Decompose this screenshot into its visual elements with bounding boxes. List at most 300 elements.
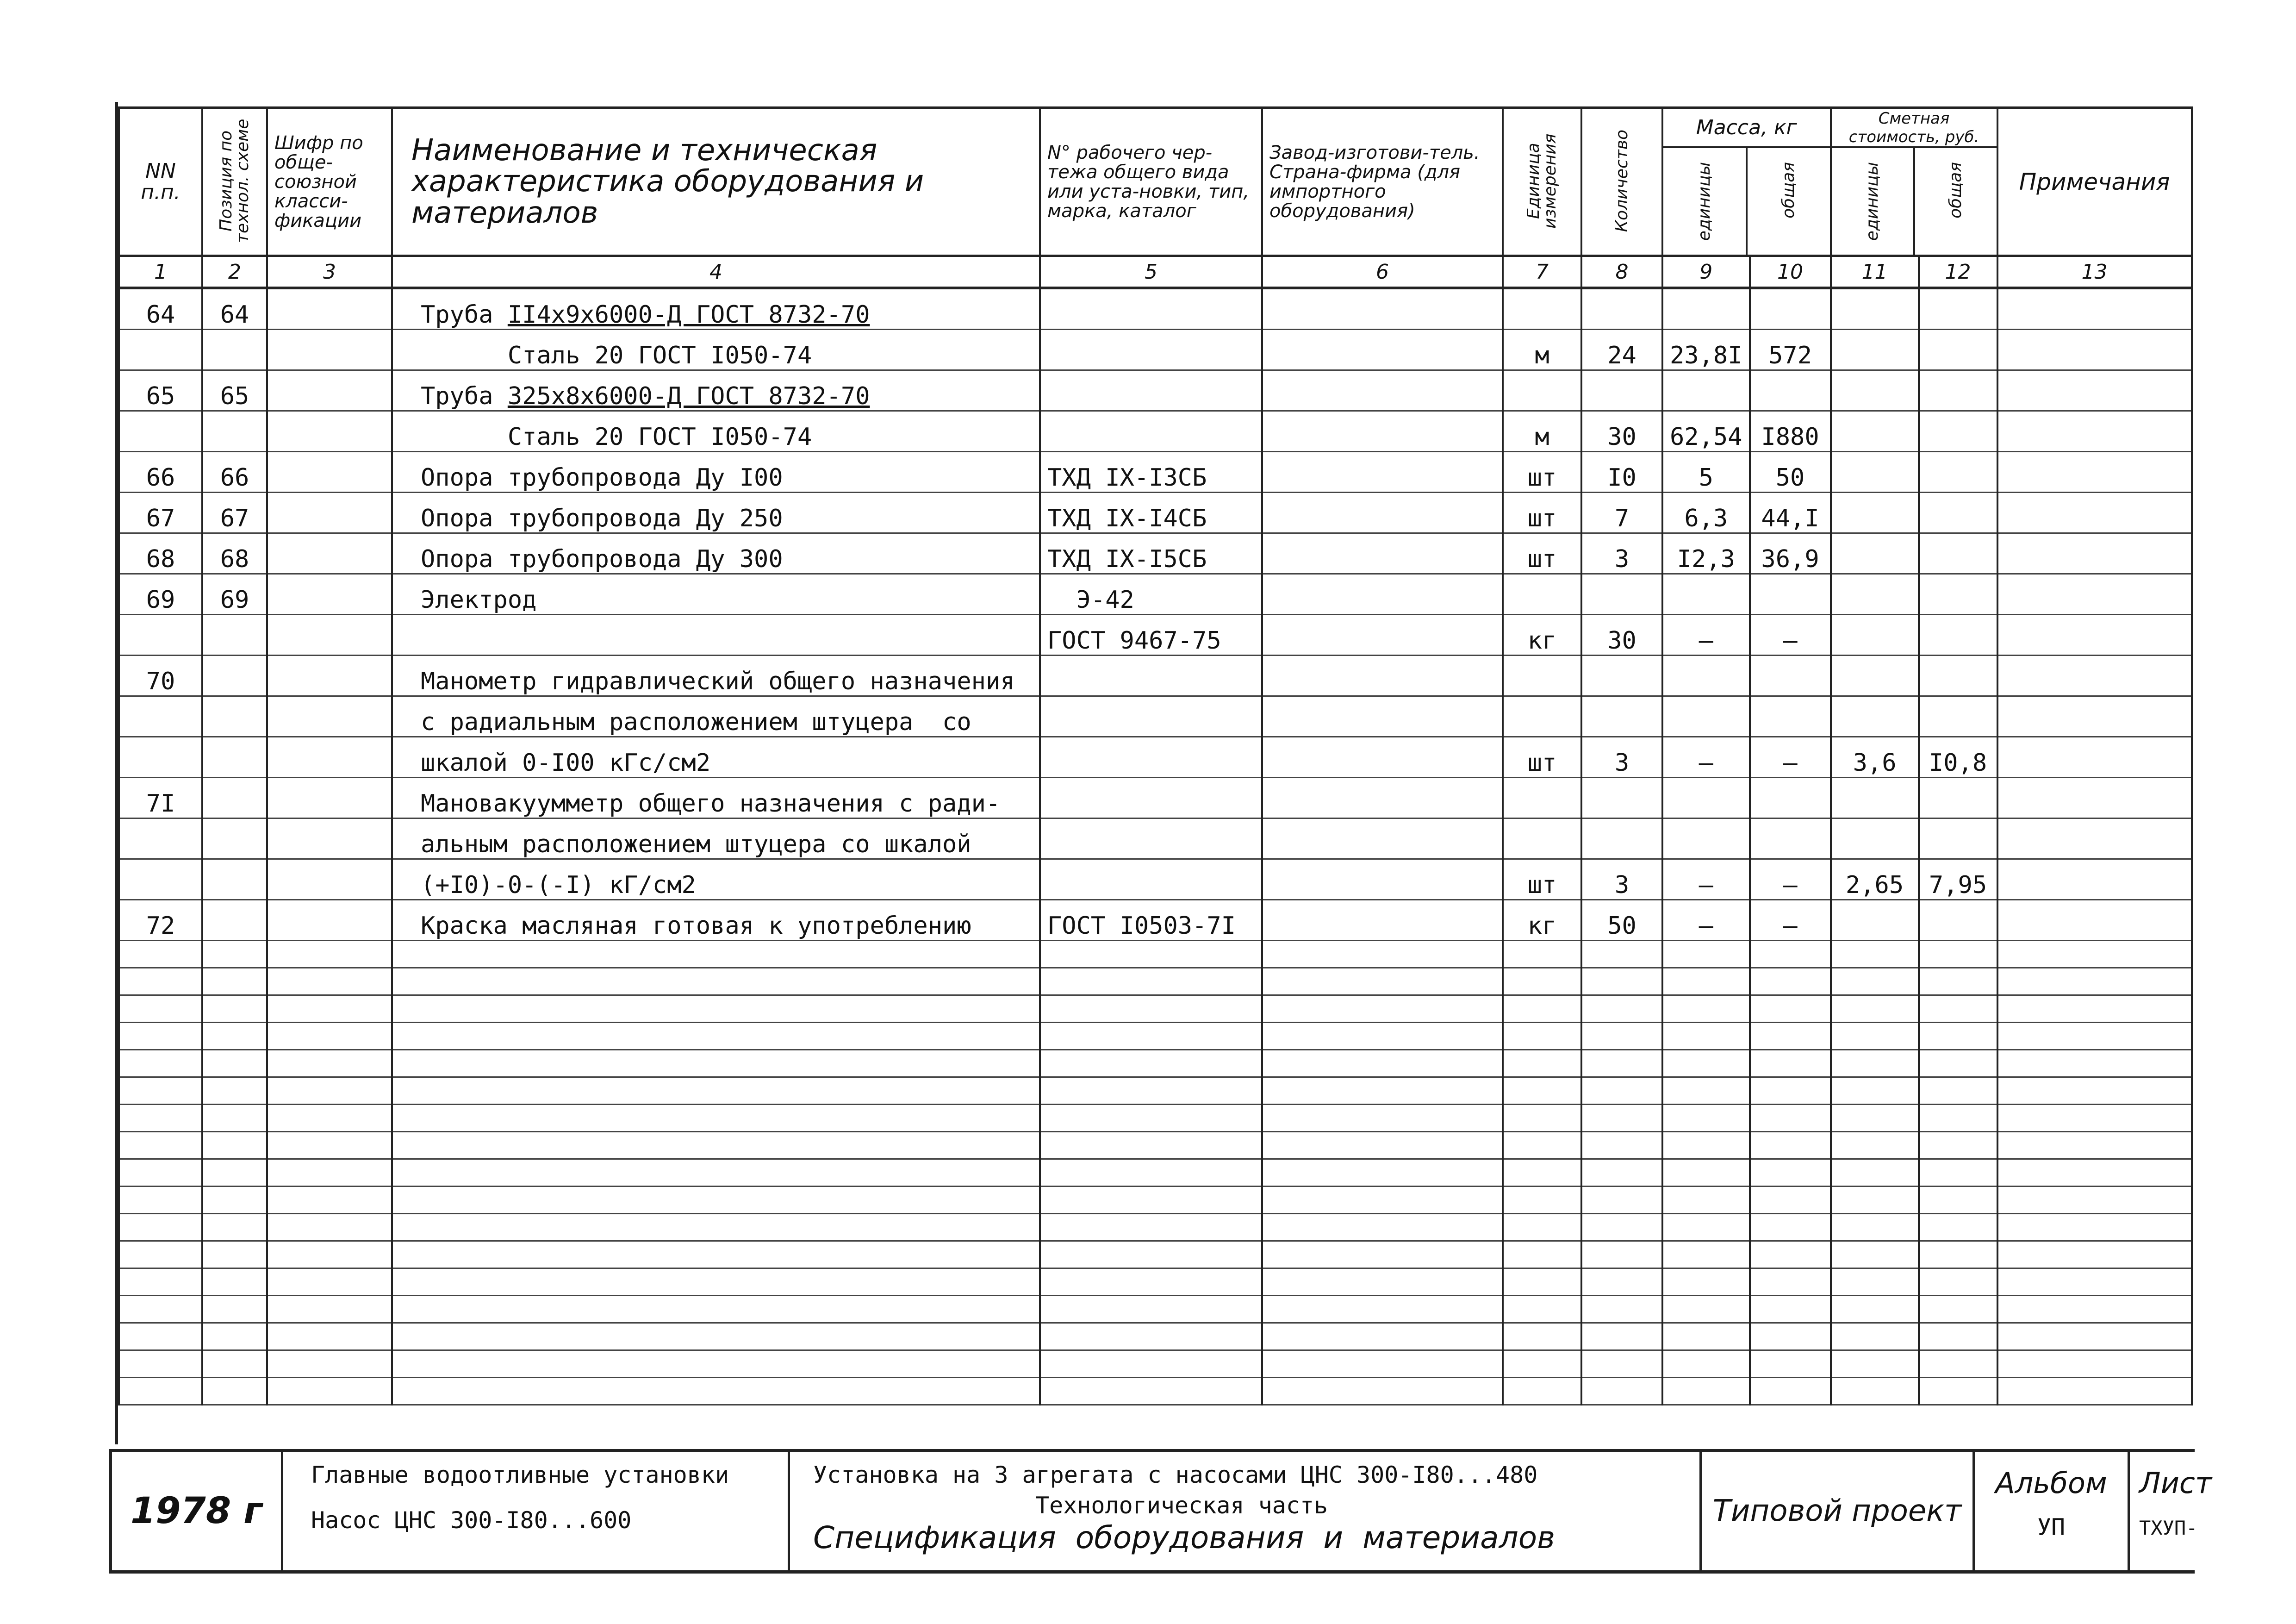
empty-cell	[119, 968, 202, 995]
empty-cell	[119, 1241, 202, 1268]
empty-row	[119, 995, 2192, 1023]
row-name: Опора трубопровода Ду I00	[392, 452, 1040, 493]
row-name: Манометр гидравлический общего назначения	[392, 656, 1040, 696]
table-row	[119, 656, 2192, 696]
row-code	[267, 615, 392, 656]
row-cost-total	[1919, 818, 1997, 859]
empty-cell	[1997, 1323, 2192, 1350]
row-doc	[1040, 411, 1262, 452]
header-col8: Количество	[1612, 130, 1631, 232]
header-mass-group: Масса, кг единицы общая	[1662, 108, 1831, 256]
row-position	[202, 900, 267, 941]
row-doc	[1040, 370, 1262, 411]
empty-cell	[1750, 1241, 1831, 1268]
empty-cell	[1997, 1077, 2192, 1105]
empty-cell	[1997, 1350, 2192, 1378]
empty-cell	[202, 1323, 267, 1350]
row-cost-unit	[1831, 370, 1919, 411]
empty-cell	[1581, 1187, 1662, 1214]
empty-cell	[1662, 1187, 1750, 1214]
empty-cell	[1997, 995, 2192, 1023]
row-unit	[1503, 818, 1581, 859]
empty-cell	[1662, 1105, 1750, 1132]
empty-cell	[1040, 995, 1262, 1023]
row-unit: кг	[1503, 615, 1581, 656]
empty-cell	[1831, 1132, 1919, 1159]
row-cost-total	[1919, 574, 1997, 615]
row-note	[1997, 533, 2192, 574]
empty-cell	[1831, 1187, 1919, 1214]
row-qty	[1581, 574, 1662, 615]
row-maker	[1262, 452, 1503, 493]
empty-cell	[1919, 1323, 1997, 1350]
header-col13: Примечания	[1997, 108, 2192, 256]
empty-cell	[1262, 1077, 1503, 1105]
row-cost-unit	[1831, 818, 1919, 859]
empty-cell	[267, 941, 392, 968]
row-cost-unit	[1831, 574, 1919, 615]
empty-cell	[1831, 968, 1919, 995]
empty-cell	[119, 941, 202, 968]
row-cost-unit	[1831, 288, 1919, 330]
empty-cell	[1997, 1268, 2192, 1296]
empty-cell	[1750, 1132, 1831, 1159]
empty-cell	[1503, 1023, 1581, 1050]
row-name: Электрод	[392, 574, 1040, 615]
row-mass-unit: I2,3	[1662, 533, 1750, 574]
stamp-album-label: Альбом	[1995, 1466, 2107, 1500]
row-name	[392, 615, 1040, 656]
row-position: 69	[202, 574, 267, 615]
row-qty	[1581, 288, 1662, 330]
row-note	[1997, 818, 2192, 859]
empty-cell	[1503, 1105, 1581, 1132]
empty-cell	[392, 1077, 1040, 1105]
header-cost-group: Сметная стоимость, руб. единицы общая	[1831, 108, 1997, 256]
empty-cell	[119, 1105, 202, 1132]
row-mass-unit	[1662, 574, 1750, 615]
specification-body	[119, 288, 2192, 1405]
empty-cell	[202, 1378, 267, 1405]
stamp-mid-line3: Спецификация оборудования и материалов	[813, 1520, 1556, 1555]
empty-cell	[1581, 1241, 1662, 1268]
row-cost-total	[1919, 900, 1997, 941]
empty-row	[119, 941, 2192, 968]
row-note	[1997, 574, 2192, 615]
empty-cell	[1997, 968, 2192, 995]
empty-cell	[392, 1159, 1040, 1187]
header-col9: единицы	[1694, 162, 1714, 241]
header-row	[119, 108, 2192, 256]
row-doc	[1040, 859, 1262, 900]
row-code	[267, 778, 392, 818]
empty-cell	[1750, 941, 1831, 968]
empty-cell	[1750, 1023, 1831, 1050]
row-code	[267, 900, 392, 941]
table-row	[119, 900, 2192, 941]
row-cost-total	[1919, 696, 1997, 737]
empty-cell	[119, 1268, 202, 1296]
row-qty: 30	[1581, 411, 1662, 452]
empty-row	[119, 1323, 2192, 1350]
row-note	[1997, 370, 2192, 411]
empty-cell	[1919, 1378, 1997, 1405]
title-block	[109, 1449, 2212, 1574]
empty-cell	[1997, 941, 2192, 968]
header-col4: Наименование и техническая характеристика оборудования и материалов	[392, 108, 1040, 256]
empty-cell	[1581, 1050, 1662, 1077]
row-code	[267, 533, 392, 574]
empty-cell	[1503, 1350, 1581, 1378]
table-row	[119, 818, 2192, 859]
row-mass-total	[1750, 288, 1831, 330]
empty-cell	[1581, 1132, 1662, 1159]
empty-cell	[1750, 1214, 1831, 1241]
empty-cell	[1503, 1296, 1581, 1323]
row-cost-unit	[1831, 656, 1919, 696]
row-note	[1997, 615, 2192, 656]
empty-cell	[1919, 941, 1997, 968]
row-cost-total: 7,95	[1919, 859, 1997, 900]
row-note	[1997, 288, 2192, 330]
stamp-middle	[790, 1452, 1702, 1570]
empty-cell	[1750, 1378, 1831, 1405]
row-unit	[1503, 656, 1581, 696]
header-col3: Шифр по обще-союзной класси-фикации	[267, 108, 392, 256]
row-mass-unit: 5	[1662, 452, 1750, 493]
row-doc: ТХД IX-I3СБ	[1040, 452, 1262, 493]
row-maker	[1262, 574, 1503, 615]
row-qty: I0	[1581, 452, 1662, 493]
table-row	[119, 696, 2192, 737]
row-mass-unit: 62,54	[1662, 411, 1750, 452]
row-mass-unit: 23,8I	[1662, 330, 1750, 370]
empty-cell	[202, 1268, 267, 1296]
empty-cell	[1581, 1023, 1662, 1050]
empty-cell	[1919, 1241, 1997, 1268]
empty-cell	[1040, 1296, 1262, 1323]
row-cost-total: I0,8	[1919, 737, 1997, 778]
empty-cell	[1581, 1105, 1662, 1132]
empty-cell	[1503, 1214, 1581, 1241]
stamp-sheet	[2130, 1452, 2212, 1570]
empty-cell	[202, 968, 267, 995]
empty-cell	[1503, 1378, 1581, 1405]
empty-cell	[1503, 1268, 1581, 1296]
empty-cell	[202, 1132, 267, 1159]
stamp-sheet-label: Лист	[2139, 1466, 2212, 1500]
empty-cell	[202, 1350, 267, 1378]
table-row	[119, 533, 2192, 574]
header-col12: общая	[1946, 162, 1965, 219]
empty-cell	[1750, 1296, 1831, 1323]
row-cost-total	[1919, 330, 1997, 370]
empty-cell	[1919, 968, 1997, 995]
empty-cell	[1831, 1077, 1919, 1105]
row-code	[267, 411, 392, 452]
empty-cell	[267, 1159, 392, 1187]
empty-cell	[1040, 1241, 1262, 1268]
empty-cell	[1040, 941, 1262, 968]
empty-cell	[1503, 1241, 1581, 1268]
empty-cell	[1503, 1050, 1581, 1077]
row-mass-total: 50	[1750, 452, 1831, 493]
row-number: 68	[119, 533, 202, 574]
row-mass-unit	[1662, 288, 1750, 330]
empty-cell	[1262, 1159, 1503, 1187]
table-row	[119, 859, 2192, 900]
row-name: Опора трубопровода Ду 250	[392, 493, 1040, 533]
empty-row	[119, 1187, 2192, 1214]
row-maker	[1262, 900, 1503, 941]
stamp-type: Типовой проект	[1702, 1452, 1975, 1570]
row-doc	[1040, 737, 1262, 778]
empty-cell	[392, 1132, 1040, 1159]
row-number: 67	[119, 493, 202, 533]
empty-cell	[202, 1050, 267, 1077]
row-code	[267, 288, 392, 330]
empty-cell	[1581, 1323, 1662, 1350]
empty-cell	[119, 1023, 202, 1050]
empty-row	[119, 1105, 2192, 1132]
row-doc	[1040, 818, 1262, 859]
row-doc: ТХД IX-I5СБ	[1040, 533, 1262, 574]
row-note	[1997, 696, 2192, 737]
empty-cell	[1040, 1132, 1262, 1159]
row-cost-total	[1919, 493, 1997, 533]
row-unit: кг	[1503, 900, 1581, 941]
row-doc	[1040, 656, 1262, 696]
empty-cell	[1503, 1077, 1581, 1105]
empty-cell	[267, 1296, 392, 1323]
row-unit: шт	[1503, 737, 1581, 778]
row-cost-unit	[1831, 330, 1919, 370]
header-col7: Единица измерения	[1524, 133, 1560, 229]
empty-cell	[1262, 1296, 1503, 1323]
empty-cell	[267, 1187, 392, 1214]
empty-cell	[1040, 1023, 1262, 1050]
empty-cell	[1040, 1214, 1262, 1241]
empty-cell	[267, 1132, 392, 1159]
stamp-album	[1975, 1452, 2130, 1570]
row-code	[267, 330, 392, 370]
empty-cell	[1662, 1050, 1750, 1077]
empty-cell	[1262, 1023, 1503, 1050]
row-maker	[1262, 656, 1503, 696]
empty-cell	[1919, 1105, 1997, 1132]
row-position: 68	[202, 533, 267, 574]
row-maker	[1262, 330, 1503, 370]
empty-cell	[1831, 1050, 1919, 1077]
row-mass-total	[1750, 656, 1831, 696]
row-maker	[1262, 737, 1503, 778]
empty-cell	[1262, 1378, 1503, 1405]
empty-cell	[1997, 1105, 2192, 1132]
header-col6: Завод-изготови-тель. Страна-фирма (для импортного оборудования)	[1262, 108, 1503, 256]
row-qty: 7	[1581, 493, 1662, 533]
row-cost-unit	[1831, 615, 1919, 656]
empty-row	[119, 1159, 2192, 1187]
table-row	[119, 615, 2192, 656]
empty-cell	[1662, 1132, 1750, 1159]
row-position	[202, 696, 267, 737]
empty-cell	[392, 968, 1040, 995]
row-mass-unit: 6,3	[1662, 493, 1750, 533]
empty-cell	[1750, 1268, 1831, 1296]
empty-cell	[1503, 941, 1581, 968]
row-mass-total: –	[1750, 615, 1831, 656]
empty-cell	[202, 1077, 267, 1105]
empty-row	[119, 1023, 2192, 1050]
row-qty	[1581, 656, 1662, 696]
empty-cell	[1831, 941, 1919, 968]
row-cost-unit	[1831, 411, 1919, 452]
row-mass-unit: –	[1662, 900, 1750, 941]
row-mass-total	[1750, 574, 1831, 615]
empty-cell	[1919, 1187, 1997, 1214]
row-name: шкалой 0-I00 кГс/см2	[392, 737, 1040, 778]
table-row	[119, 737, 2192, 778]
row-mass-total: 572	[1750, 330, 1831, 370]
table-row	[119, 288, 2192, 330]
row-name: Мановакуумметр общего назначения с ради-	[392, 778, 1040, 818]
empty-cell	[1262, 1268, 1503, 1296]
row-code	[267, 737, 392, 778]
table-row	[119, 493, 2192, 533]
empty-row	[119, 1214, 2192, 1241]
empty-cell	[202, 1023, 267, 1050]
row-unit	[1503, 696, 1581, 737]
empty-cell	[1262, 1350, 1503, 1378]
empty-cell	[1581, 1159, 1662, 1187]
row-position	[202, 859, 267, 900]
empty-row	[119, 1077, 2192, 1105]
empty-cell	[1503, 1187, 1581, 1214]
empty-cell	[1662, 1296, 1750, 1323]
row-mass-unit: –	[1662, 859, 1750, 900]
empty-cell	[202, 1241, 267, 1268]
row-note	[1997, 778, 2192, 818]
row-cost-unit	[1831, 533, 1919, 574]
empty-cell	[1262, 1323, 1503, 1350]
row-number	[119, 411, 202, 452]
empty-cell	[1919, 1050, 1997, 1077]
empty-cell	[1997, 1132, 2192, 1159]
empty-row	[119, 1268, 2192, 1296]
empty-row	[119, 968, 2192, 995]
empty-cell	[267, 1350, 392, 1378]
row-number: 69	[119, 574, 202, 615]
row-doc	[1040, 330, 1262, 370]
empty-cell	[1581, 1378, 1662, 1405]
row-number	[119, 818, 202, 859]
empty-cell	[267, 995, 392, 1023]
row-code	[267, 574, 392, 615]
row-cost-total	[1919, 452, 1997, 493]
empty-cell	[267, 968, 392, 995]
empty-cell	[1919, 1214, 1997, 1241]
row-unit	[1503, 778, 1581, 818]
empty-cell	[1919, 1077, 1997, 1105]
row-number: 66	[119, 452, 202, 493]
row-doc: ГОСТ 9467-75	[1040, 615, 1262, 656]
empty-cell	[202, 941, 267, 968]
row-name: Опора трубопровода Ду 300	[392, 533, 1040, 574]
empty-cell	[119, 1214, 202, 1241]
empty-cell	[1662, 1077, 1750, 1105]
empty-cell	[1831, 1323, 1919, 1350]
empty-cell	[1831, 1350, 1919, 1378]
row-number	[119, 330, 202, 370]
empty-cell	[1919, 1268, 1997, 1296]
row-position: 67	[202, 493, 267, 533]
empty-cell	[392, 1350, 1040, 1378]
empty-cell	[1750, 1187, 1831, 1214]
row-unit	[1503, 370, 1581, 411]
row-cost-unit	[1831, 493, 1919, 533]
empty-cell	[267, 1268, 392, 1296]
empty-cell	[1040, 1077, 1262, 1105]
row-mass-total	[1750, 370, 1831, 411]
empty-row	[119, 1378, 2192, 1405]
row-position: 66	[202, 452, 267, 493]
row-position	[202, 411, 267, 452]
row-mass-unit: –	[1662, 737, 1750, 778]
row-cost-total	[1919, 615, 1997, 656]
empty-cell	[1997, 1050, 2192, 1077]
empty-cell	[392, 995, 1040, 1023]
empty-cell	[1262, 1214, 1503, 1241]
row-note	[1997, 737, 2192, 778]
empty-cell	[1997, 1023, 2192, 1050]
empty-cell	[119, 1077, 202, 1105]
row-name: (+I0)-0-(-I) кГ/см2	[392, 859, 1040, 900]
row-maker	[1262, 778, 1503, 818]
row-maker	[1262, 615, 1503, 656]
empty-cell	[1997, 1187, 2192, 1214]
empty-cell	[1750, 1323, 1831, 1350]
empty-cell	[1040, 1050, 1262, 1077]
empty-cell	[1997, 1241, 2192, 1268]
specification-table	[118, 106, 2193, 1405]
row-mass-total	[1750, 818, 1831, 859]
empty-cell	[1040, 1105, 1262, 1132]
row-cost-total	[1919, 533, 1997, 574]
row-name: Краска масляная готовая к употреблению	[392, 900, 1040, 941]
row-cost-unit	[1831, 778, 1919, 818]
empty-cell	[1831, 1268, 1919, 1296]
empty-cell	[1503, 968, 1581, 995]
empty-cell	[1750, 1077, 1831, 1105]
empty-cell	[267, 1378, 392, 1405]
empty-cell	[1662, 1023, 1750, 1050]
empty-cell	[1581, 1214, 1662, 1241]
empty-cell	[1040, 968, 1262, 995]
row-mass-total: –	[1750, 859, 1831, 900]
empty-cell	[1503, 995, 1581, 1023]
stamp-mid-line1: Установка на 3 агрегата с насосами ЦНС 300-I80...480	[813, 1462, 1538, 1488]
empty-cell	[1997, 1159, 2192, 1187]
row-qty: 50	[1581, 900, 1662, 941]
row-unit: шт	[1503, 493, 1581, 533]
empty-cell	[1262, 1241, 1503, 1268]
empty-cell	[1262, 995, 1503, 1023]
row-name: Сталь 20 ГОСТ I050-74	[392, 330, 1040, 370]
row-mass-total: 44,I	[1750, 493, 1831, 533]
row-unit	[1503, 288, 1581, 330]
row-cost-unit: 2,65	[1831, 859, 1919, 900]
row-cost-total	[1919, 370, 1997, 411]
